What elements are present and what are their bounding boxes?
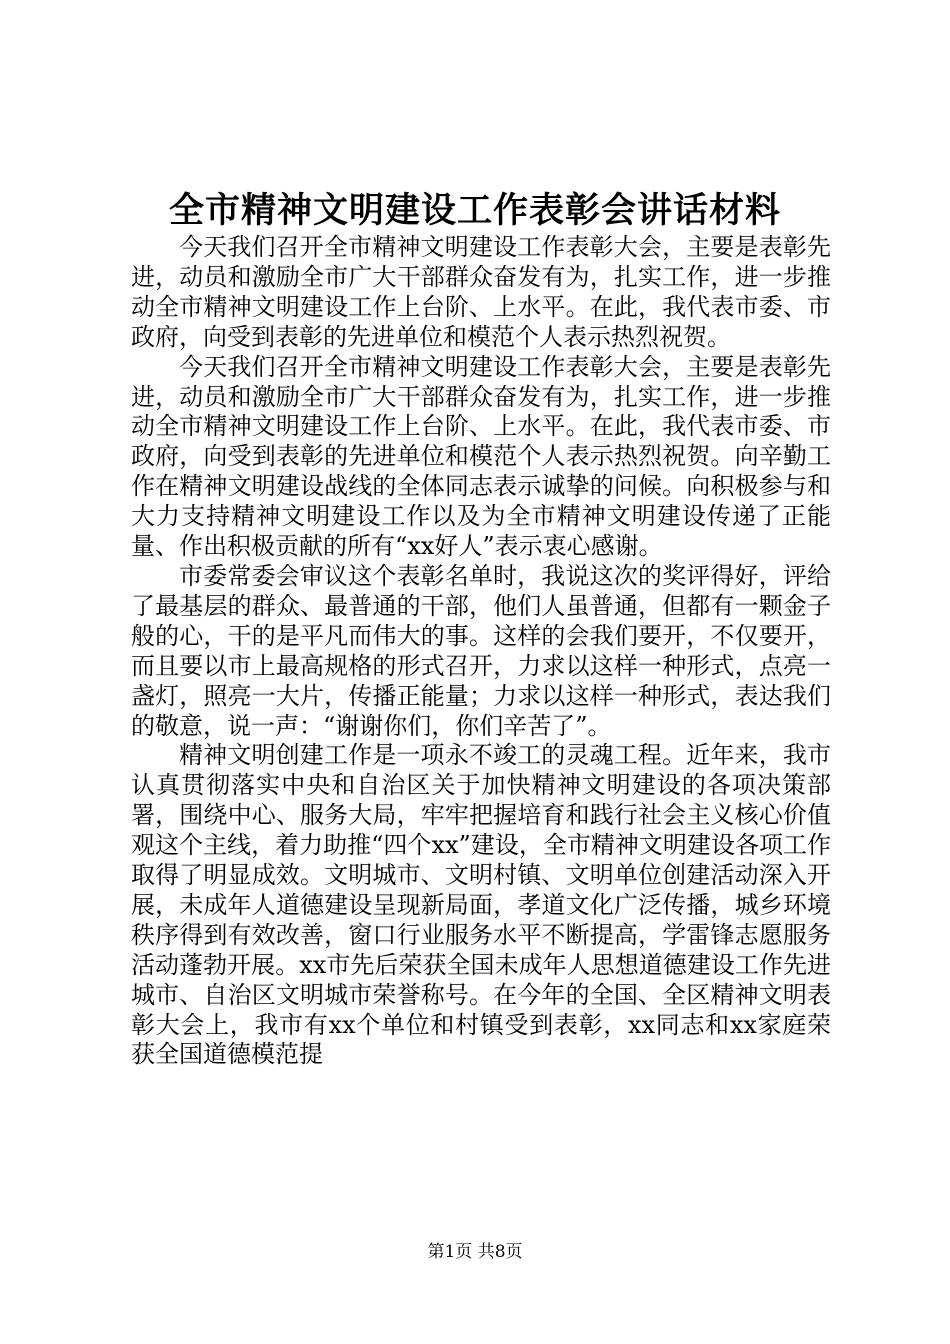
page-number: 第1页 共8页 xyxy=(427,1242,523,1262)
document-title: 全市精神文明建设工作表彰会讲话材料 xyxy=(168,190,781,231)
paragraph: 精神文明创建工作是一项永不竣工的灵魂工程。近年来，我市认真贯彻落实中央和自治区关于加快精神文明建设的各项决策部署，围绕中心、服务大局，牢牢把握培育和践行社会主义核心价值观这个主线，着力助推“四个xx”建设，全市精神文明建设各项工作取得了明显成效。文明城市、文明村镇、文明单位创建活动深入开展，未成年人道德建设呈现新局面，孝道文化广泛传播，城乡环境秩序得到有效改善，窗口行业服务水平不断提高，学雷锋志愿服务活动蓬勃开展。xx市先后荣获全国未成年人思想道德建设工作先进城市、自治区文明城市荣誉称号。在今年的全国、全区精神文明表彰大会上，我市有xx个单位和村镇受到表彰，xx同志和xx家庭荣获全国道德模范提 xyxy=(131,741,831,1069)
paragraph: 今天我们召开全市精神文明建设工作表彰大会，主要是表彰先进，动员和激励全市广大干部群众奋发有为，扎实工作，进一步推动全市精神文明建设工作上台阶、上水平。在此，我代表市委、市政府，向受到表彰的先进单位和模范个人表示热烈祝贺。 xyxy=(131,233,831,351)
paragraph: 今天我们召开全市精神文明建设工作表彰大会，主要是表彰先进，动员和激励全市广大干部群众奋发有为，扎实工作，进一步推动全市精神文明建设工作上台阶、上水平。在此，我代表市委、市政府，向受到表彰的先进单位和模范个人表示热烈祝贺。向辛勤工作在精神文明建设战线的全体同志表示诚挚的问候。向积极参与和大力支持精神文明建设工作以及为全市精神文明建设传递了正能量、作出积极贡献的所有“xx好人”表示衷心感谢。 xyxy=(131,352,831,561)
paragraph: 市委常委会审议这个表彰名单时，我说这次的奖评得好，评给了最基层的群众、最普通的干部，他们人虽普通，但都有一颗金子般的心，干的是平凡而伟大的事。这样的会我们要开，不仅要开，而且要以市上最高规格的形式召开，力求以这样一种形式，点亮一盏灯，照亮一大片，传播正能量；力求以这样一种形式，表达我们的敬意，说一声：“谢谢你们，你们辛苦了”。 xyxy=(131,561,831,740)
document-body xyxy=(131,233,831,1070)
